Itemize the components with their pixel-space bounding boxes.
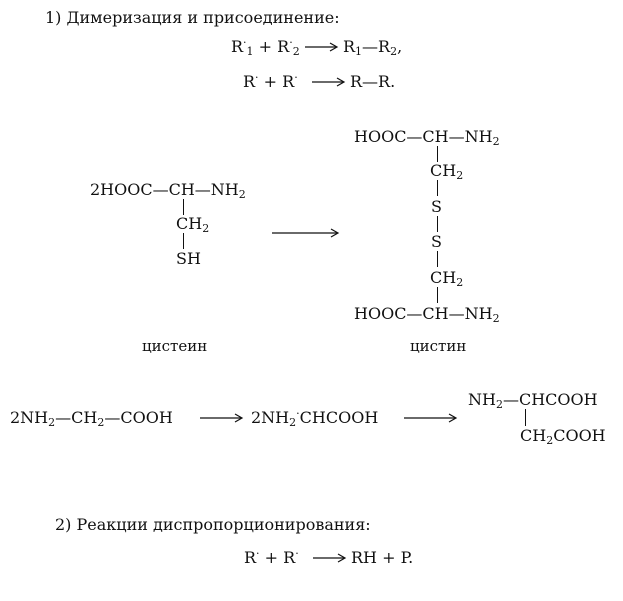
section2-heading: 2) Реакции диспропорционирования: — [55, 515, 371, 534]
cystine-ch2-bottom: $CH_2$ — [430, 268, 464, 289]
cystine-bond-3 — [437, 251, 438, 267]
equation-1-rhs: $R_1—R_2$, — [343, 37, 403, 58]
cysteine-sh: SH — [176, 249, 201, 268]
cystine-name: цистин — [410, 337, 467, 355]
cystine-ch2-top: $CH_2$ — [430, 161, 464, 182]
glycine-product-bottom: $CH_2COOH$ — [520, 426, 606, 447]
cystine-bottom-chain: $HOOC—CH—NH_2$ — [354, 304, 500, 325]
cystine-sulfur-2: S — [431, 232, 442, 251]
glycine-arrow-1-icon — [200, 412, 244, 424]
glycine-reactant: $2NH_2—CH_2—COOH$ — [10, 408, 173, 429]
cysteine-ch2: $CH_2$ — [176, 214, 210, 235]
section1-heading: 1) Димеризация и присоединение: — [45, 8, 340, 27]
equation-1-arrow-icon — [305, 41, 339, 53]
cysteine-bond-2 — [183, 233, 184, 249]
glycine-product-top: $NH_2—CHCOOH$ — [468, 390, 598, 411]
equation-1-lhs: $R^\cdot_1 + R^\cdot_2$ — [231, 36, 300, 58]
glycine-product-bond — [525, 409, 526, 426]
equation-2-arrow-icon — [312, 76, 346, 88]
disproportionation-lhs: R· + R· — [244, 547, 299, 567]
disproportionation-rhs: RH + P. — [351, 548, 414, 567]
cysteine-main-chain: $2HOOC—CH—NH_2$ — [90, 180, 246, 201]
cystine-disulfide-bond — [437, 216, 438, 232]
cystine-sulfur-1: S — [431, 197, 442, 216]
glycine-arrow-2-icon — [404, 412, 458, 424]
cystine-bond-1 — [437, 146, 438, 162]
cysteine-bond-1 — [183, 199, 184, 215]
equation-2-lhs: R· + R· — [243, 71, 298, 91]
cystine-bond-2 — [437, 180, 438, 196]
cystine-bond-4 — [437, 287, 438, 303]
glycine-radical-intermediate: $2NH_2^\cdot CHCOOH$ — [251, 407, 379, 429]
cysteine-name: цистеин — [142, 337, 208, 355]
cysteine-to-cystine-arrow-icon — [272, 227, 340, 239]
cystine-top-chain: $HOOC—CH—NH_2$ — [354, 127, 500, 148]
equation-2-rhs: R—R. — [350, 72, 396, 91]
disproportionation-arrow-icon — [313, 552, 347, 564]
